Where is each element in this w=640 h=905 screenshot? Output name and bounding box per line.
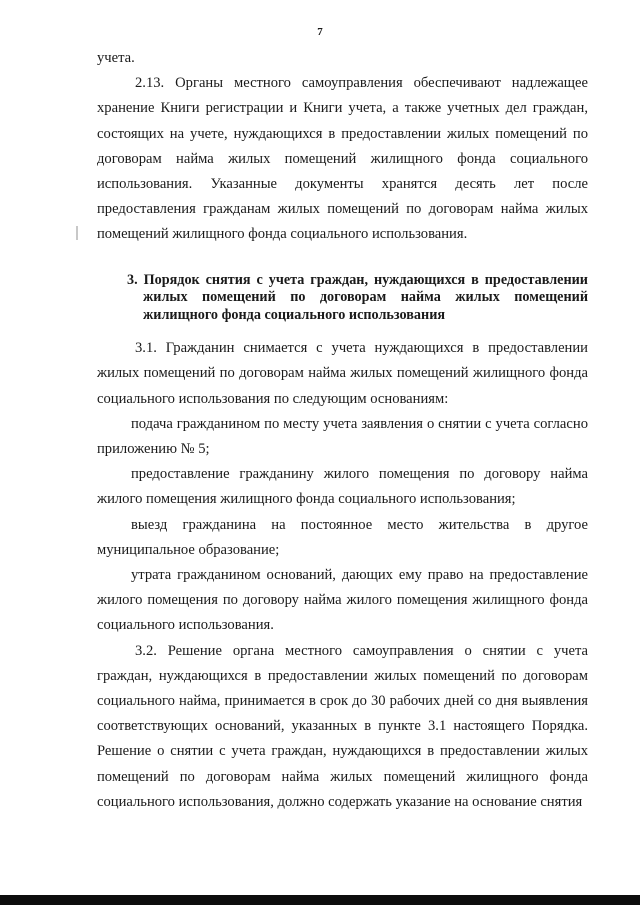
paragraph-2-13: 2.13. Органы местного самоуправления обеспечивают надлежащее хранение Книги регистрации и Книги учета, а также учетных дел граждан, состоящих на учете, нуждающихся в предоставлении жилых помещений по договорам найма жилых помещений жилищного фонда социального использования. Указанные документы хранятся десять лет после предоставления гражданам жилых помещений по договорам найма жилых помещений жилищного фонда социального использования.	[97, 75, 588, 243]
list-item-provision: предоставление гражданину жилого помещения по договору найма жилого помещения жилищного фонда социального использования;	[97, 466, 588, 508]
paragraph-3-1: 3.1. Гражданин снимается с учета нуждающихся в предоставлении жилых помещений по договорам найма жилых помещений жилищного фонда социального использования по следующим основаниям:	[97, 340, 588, 407]
page-number: 7	[317, 26, 323, 38]
paragraph-3-2: 3.2. Решение органа местного самоуправления о снятии с учета граждан, нуждающихся в предоставлении жилых помещений по договорам социального найма, принимается в срок до 30 рабочих дней со дня выявления соответствующих оснований, указанных в пункте 3.1 настоящего Порядка. Решение о снятии с учета граждан, нуждающихся в предоставлении жилых помещений по договорам найма жилых помещений жилищного фонда социального использования, должно содержать указание на основание снятия	[97, 642, 588, 810]
margin-mark	[76, 226, 78, 240]
list-item-relocation: выезд гражданина на постоянное место жительства в другое муниципальное образование;	[97, 516, 588, 558]
section-heading-3: 3. Порядок снятия с учета граждан, нуждающихся в предоставлении жилых помещений по договорам найма жилых помещений жилищного фонда социального использования	[127, 271, 588, 323]
list-item-application: подача гражданином по месту учета заявления о снятии с учета согласно приложению № 5;	[97, 415, 588, 457]
paragraph-continuation: учета.	[97, 50, 135, 66]
list-item-loss-of-grounds: утрата гражданином оснований, дающих ему право на предоставление жилого помещения по договору найма жилого помещения жилищного фонда социального использования.	[97, 566, 588, 634]
scan-bottom-edge	[0, 895, 640, 905]
spacer	[97, 324, 588, 336]
document-body	[97, 46, 588, 815]
